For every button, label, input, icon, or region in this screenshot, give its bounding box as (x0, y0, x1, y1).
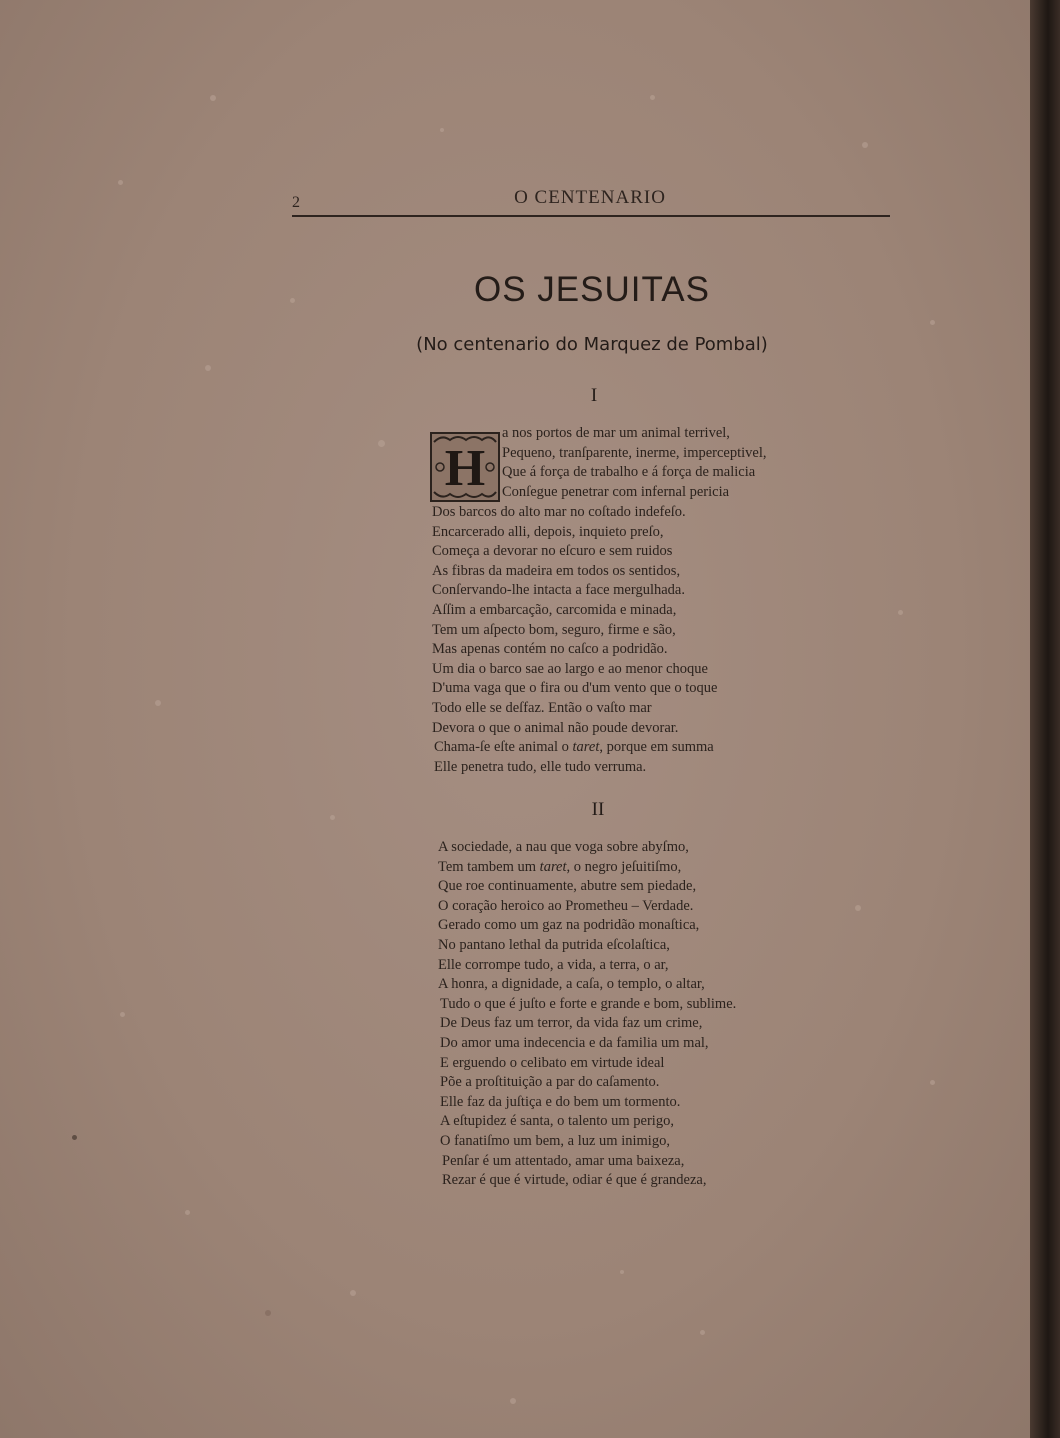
verse-line: Do amor uma indecencia e da familia um mal, (440, 1034, 709, 1051)
verse-line: Tem um aſpecto bom, seguro, firme e são, (432, 621, 676, 638)
verse-line: O fanatiſmo um bem, a luz um inimigo, (440, 1132, 670, 1149)
verse-line: De Deus faz um terror, da vida faz um crime, (440, 1015, 703, 1032)
verse-line: Rezar é que é virtude, odiar é que é grandeza, (442, 1172, 707, 1189)
stanza-2 (438, 838, 736, 1191)
verse-line: Todo elle se deſfaz. Então o vaſto mar (432, 699, 652, 716)
verse-line: Encarcerado alli, depois, inquieto preſo, (432, 523, 664, 540)
poem-subtitle: (No centenario do Marquez de Pombal) (416, 334, 768, 355)
header-rule (292, 215, 890, 217)
poem-title: OS JESUITAS (474, 270, 710, 309)
verse-line: Dos barcos do alto mar no coſtado indefeſo. (432, 504, 686, 520)
verse-line: Elle corrompe tudo, a vida, a terra, o ar, (438, 956, 669, 973)
verse-line: Chama-ſe eſte animal o taret, porque em summa (434, 739, 714, 756)
verse-line: Tem tambem um taret, o negro jeſuitiſmo, (438, 858, 682, 875)
verse-line: Devora o que o animal não poude devorar. (432, 719, 679, 736)
verse-line: Aſſim a embarcação, carcomida e minada, (432, 601, 677, 618)
verse-line: Começa a devorar no eſcuro e sem ruidos (432, 543, 673, 560)
verse-line: Conſervando-lhe intacta a face mergulhada. (432, 582, 685, 599)
verse-line: No pantano lethal da putrida eſcolaſtica, (438, 936, 670, 953)
section-numeral: II (591, 799, 605, 820)
page-number: 2 (292, 194, 300, 211)
verse-line: A sociedade, a nau que voga sobre abyſmo, (438, 839, 689, 855)
verse-line: Elle faz da juſtiça e do bem um tormento. (440, 1093, 681, 1110)
verse-line: Conſegue penetrar com infernal pericia (502, 483, 730, 500)
verse-line: Põe a proſtituição a par do caſamento. (440, 1074, 660, 1091)
verse-line: Que roe continuamente, abutre sem piedade, (438, 878, 697, 895)
verse-line: Um dia o barco sae ao largo e ao menor choque (432, 660, 708, 677)
drop-cap-letter: H (444, 440, 486, 497)
running-title: O CENTENARIO (514, 187, 666, 208)
ornamental-initial-icon (430, 432, 500, 502)
verse-line: A eſtupidez é santa, o talento um perigo, (440, 1113, 674, 1130)
section-numeral: I (590, 385, 598, 406)
verse-line: O coração heroico ao Prometheu – Verdade. (438, 897, 694, 914)
verse-line: Que á força de trabalho e á força de malicia (502, 464, 756, 481)
verse-line: D'uma vaga que o fira ou d'um vento que o toque (432, 680, 718, 697)
binding-edge (1030, 0, 1060, 1438)
verse-line: E erguendo o celibato em virtude ideal (440, 1054, 665, 1071)
verse-line: Elle penetra tudo, elle tudo verruma. (434, 758, 647, 775)
stanza-1-opening (502, 424, 767, 502)
verse-line: a nos portos de mar um animal terrivel, (502, 425, 730, 441)
verse-line: Tudo o que é juſto e forte e grande e bom, sublime. (440, 995, 737, 1012)
verse-line: Gerado como um gaz na podridão monaſtica, (438, 917, 700, 934)
verse-line: As fibras da madeira em todos os sentidos, (432, 562, 681, 579)
verse-line: Mas apenas contém no caſco a podridão. (432, 641, 668, 658)
verse-line: Penſar é um attentado, amar uma baixeza, (442, 1152, 685, 1169)
verse-line: Pequeno, tranſparente, inerme, imperceptivel, (502, 444, 767, 461)
stanza-1 (432, 503, 717, 777)
verse-line: A honra, a dignidade, a caſa, o templo, o altar, (438, 976, 705, 993)
drop-cap-initial (430, 432, 500, 502)
